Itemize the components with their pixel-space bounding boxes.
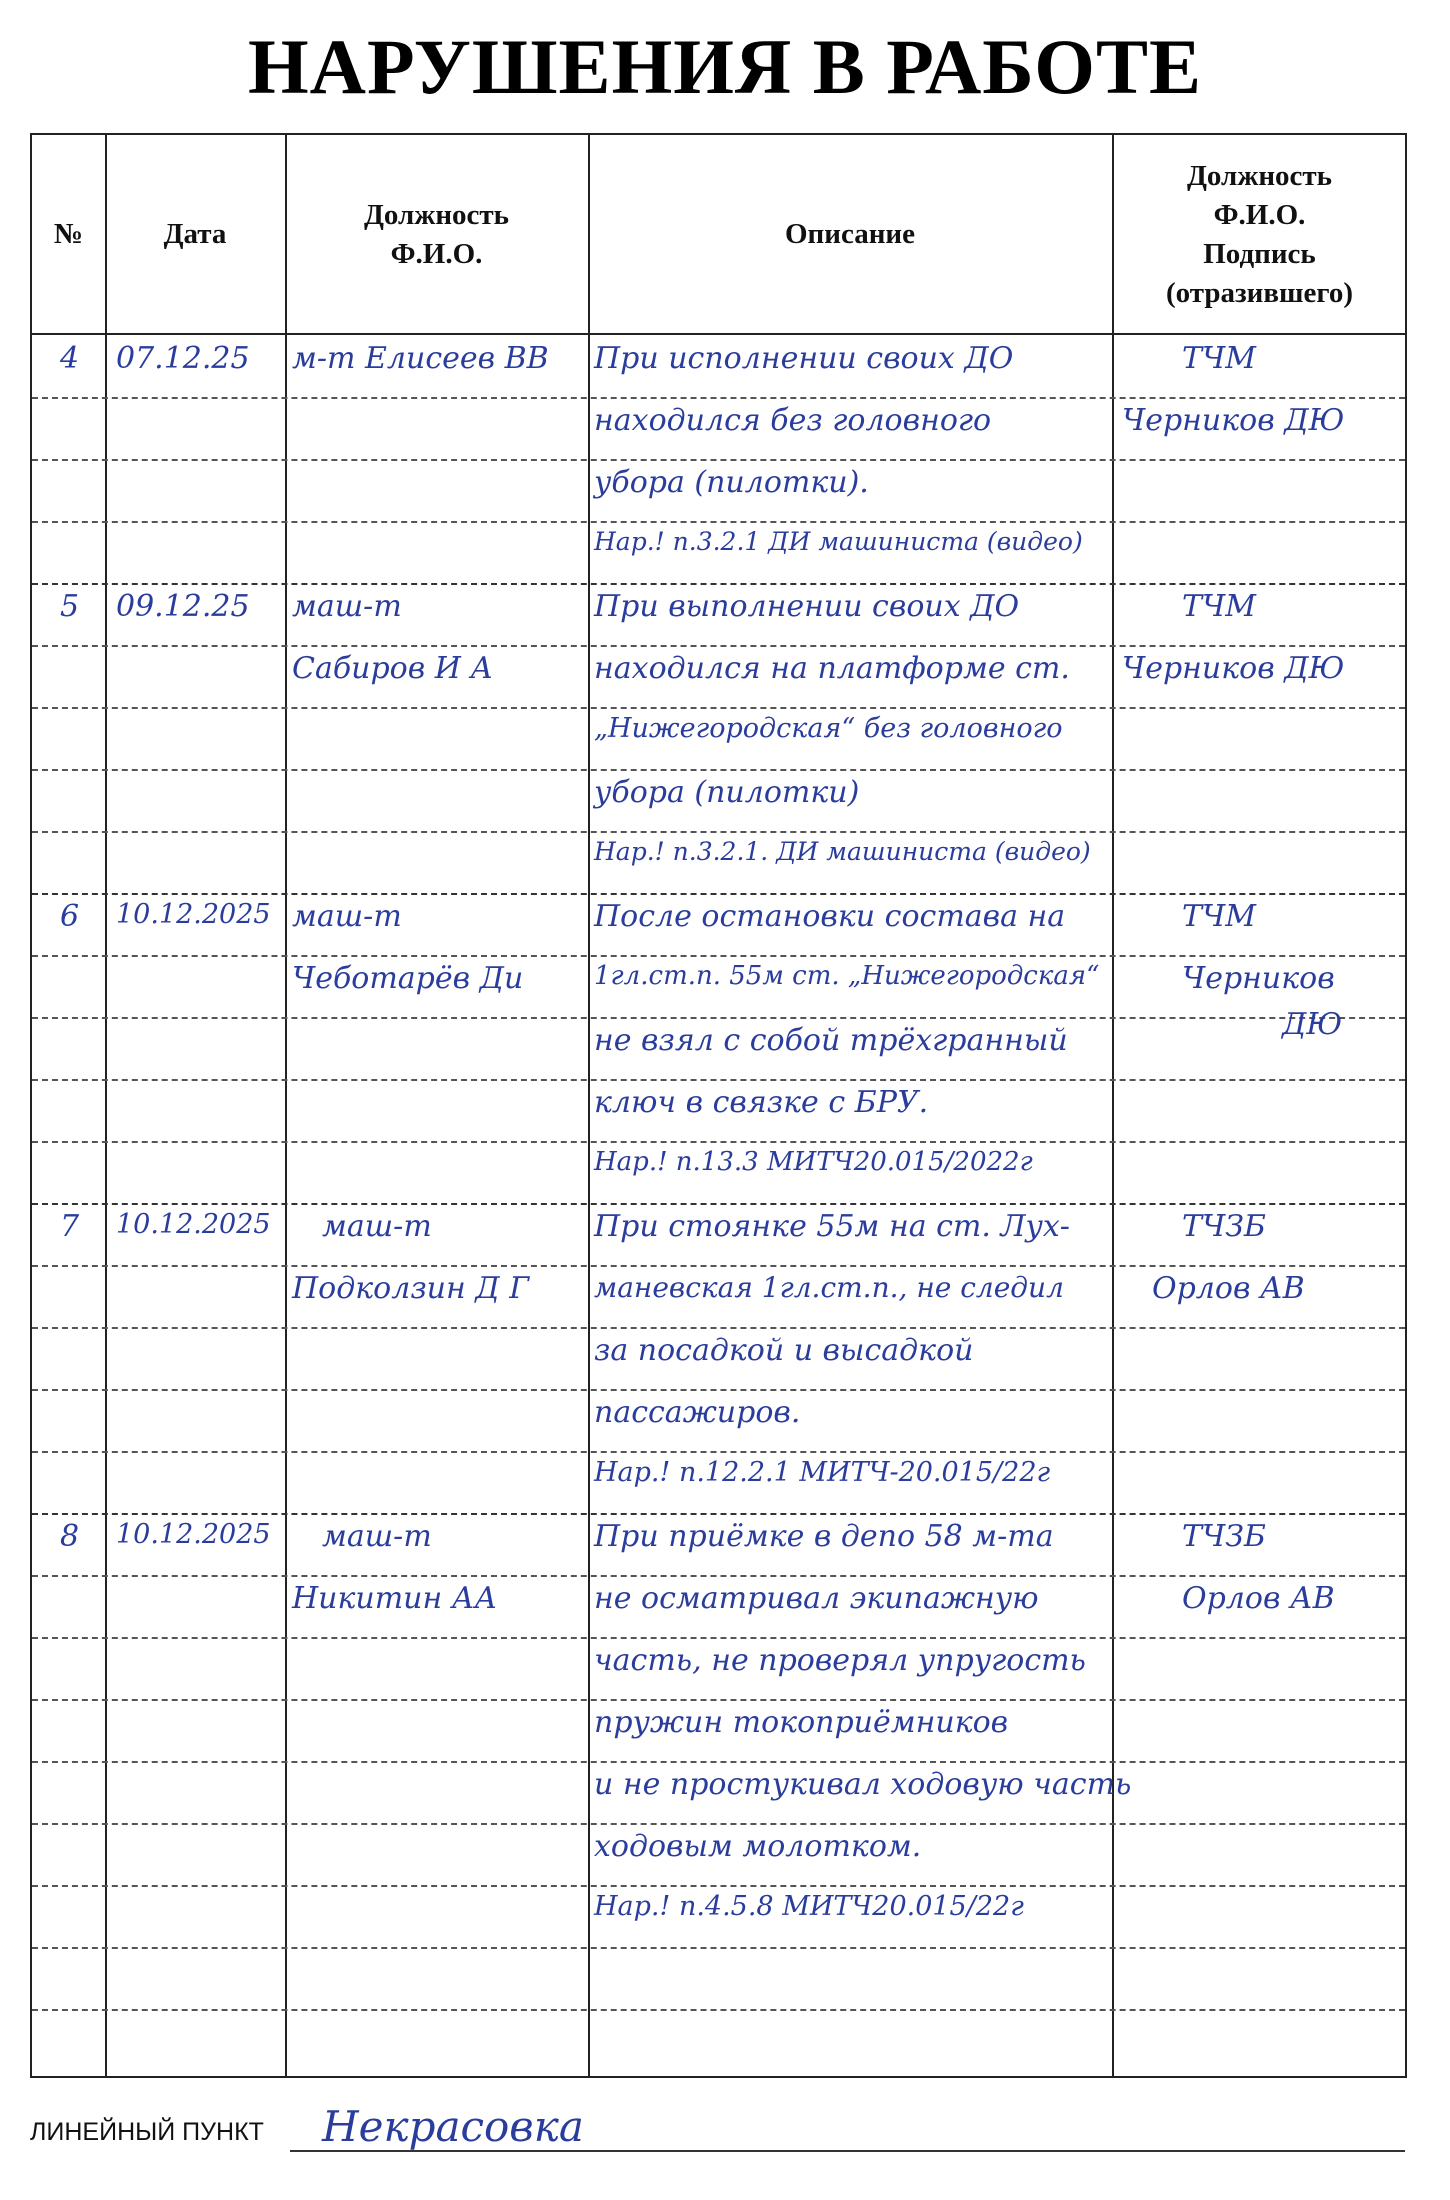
entry-description: за посадкой и высадкой: [594, 1333, 974, 1368]
entry-description: и не простукивал ходовую часть: [594, 1767, 1132, 1802]
entry-description: Нар.! п.4.5.8 МИТЧ20.015/22г: [594, 1891, 1024, 1922]
ruled-line: [32, 1265, 1405, 1267]
entry-description: Нар.! п.13.3 МИТЧ20.015/2022г: [594, 1147, 1033, 1177]
entry-recorder: ТЧМ: [1182, 341, 1256, 376]
ruled-line: [32, 1885, 1405, 1887]
violations-table: [30, 133, 1407, 2078]
entry-person: маш-т: [292, 589, 402, 624]
ruled-line: [32, 1761, 1405, 1763]
ruled-line: [32, 707, 1405, 709]
header-recorder: Должность Ф.И.О. Подпись (отразившего): [1166, 159, 1353, 310]
entry-date: 07.12.25: [116, 341, 250, 376]
header-num: №: [53, 218, 84, 251]
entry-recorder: Орлов АВ: [1152, 1271, 1305, 1306]
entry-description: находился на платформе ст.: [594, 651, 1070, 686]
ruled-line: [32, 1327, 1405, 1329]
entry-description: убора (пилотки): [594, 775, 860, 810]
entry-num: 6: [60, 899, 80, 934]
ruled-line: [32, 397, 1405, 399]
entry-description: При исполнении своих ДО: [594, 341, 1014, 376]
entry-recorder: Орлов АВ: [1182, 1581, 1335, 1616]
column-divider: [105, 135, 107, 2076]
entry-description: После остановки состава на: [594, 899, 1066, 934]
entry-recorder: ТЧЗБ: [1182, 1519, 1266, 1554]
entry-description: ключ в связке с БРУ.: [594, 1085, 929, 1120]
entry-person: маш-т: [292, 899, 402, 934]
entry-date: 10.12.2025: [116, 899, 271, 930]
entry-recorder: Черников: [1182, 961, 1335, 996]
ruled-line: [32, 893, 1405, 895]
entry-date: 09.12.25: [116, 589, 250, 624]
ruled-line: [32, 1141, 1405, 1143]
entry-recorder: Черников ДЮ: [1122, 651, 1345, 686]
entry-description: При стоянке 55м на ст. Лух-: [594, 1209, 1070, 1244]
ruled-line: [32, 831, 1405, 833]
entry-description: находился без головного: [594, 403, 992, 438]
ruled-line: [32, 459, 1405, 461]
header-description: Описание: [785, 218, 915, 251]
ruled-line: [32, 955, 1405, 957]
entry-description: убора (пилотки).: [594, 465, 869, 500]
entry-description: пассажиров.: [594, 1395, 801, 1430]
entry-person: Подколзин Д Г: [292, 1271, 530, 1306]
entry-description: При выполнении своих ДО: [594, 589, 1020, 624]
entry-num: 4: [60, 341, 80, 376]
entry-description: Нар.! п.3.2.1. ДИ машиниста (видео): [594, 837, 1091, 866]
ruled-line: [32, 583, 1405, 585]
entry-description: маневская 1гл.ст.п., не следил: [594, 1271, 1064, 1304]
ruled-line: [32, 1079, 1405, 1081]
entry-description: „Нижегородская“ без головного: [594, 713, 1063, 744]
entry-recorder: ТЧМ: [1182, 589, 1256, 624]
entry-recorder: ТЧМ: [1182, 899, 1256, 934]
entry-person: м-т Елисеев ВВ: [292, 341, 549, 376]
page-title: НАРУШЕНИЯ В РАБОТЕ: [247, 23, 1203, 110]
entry-recorder: Черников ДЮ: [1122, 403, 1345, 438]
entry-person: Чеботарёв Ди: [292, 961, 524, 996]
entry-date: 10.12.2025: [116, 1519, 271, 1550]
entry-description: Нар.! п.12.2.1 МИТЧ-20.015/22г: [594, 1457, 1051, 1488]
entry-num: 7: [60, 1209, 80, 1244]
entry-description: При приёмке в депо 58 м-та: [594, 1519, 1054, 1554]
linear-point-value: Некрасовка: [322, 2102, 584, 2151]
ruled-line: [32, 769, 1405, 771]
ruled-line: [32, 1389, 1405, 1391]
ruled-line: [32, 1637, 1405, 1639]
entry-description: пружин токоприёмников: [594, 1705, 1009, 1740]
table-header: [32, 135, 1405, 335]
entry-person: Никитин АА: [292, 1581, 498, 1616]
entry-description: 1гл.ст.п. 55м ст. „Нижегородская“: [594, 961, 1100, 991]
entry-description: ходовым молотком.: [594, 1829, 922, 1864]
ruled-line: [32, 1699, 1405, 1701]
entry-description: Нар.! п.3.2.1 ДИ машиниста (видео): [594, 527, 1083, 556]
entry-description: часть, не проверял упругость: [594, 1643, 1086, 1678]
entry-description: не осматривал экипажную: [594, 1581, 1039, 1616]
entry-recorder: ТЧЗБ: [1182, 1209, 1266, 1244]
ruled-line: [32, 1203, 1405, 1205]
entry-num: 5: [60, 589, 80, 624]
ruled-line: [32, 1947, 1405, 1949]
entry-description: не взял с собой трёхгранный: [594, 1023, 1068, 1058]
entry-date: 10.12.2025: [116, 1209, 271, 1240]
ruled-line: [32, 521, 1405, 523]
entry-person: маш-т: [322, 1209, 432, 1244]
column-divider: [588, 135, 590, 2076]
ruled-line: [32, 1451, 1405, 1453]
entry-person: маш-т: [322, 1519, 432, 1554]
ruled-line: [32, 2009, 1405, 2011]
column-divider: [285, 135, 287, 2076]
ruled-line: [32, 1513, 1405, 1515]
ruled-line: [32, 1017, 1405, 1019]
ruled-line: [32, 1575, 1405, 1577]
entry-recorder: ДЮ: [1282, 1007, 1343, 1042]
linear-point-label: ЛИНЕЙНЫЙ ПУНКТ: [30, 2118, 264, 2146]
header-date: Дата: [163, 218, 227, 251]
ruled-line: [32, 645, 1405, 647]
header-position: Должность Ф.И.О.: [363, 198, 510, 270]
entry-person: Сабиров И А: [292, 651, 494, 686]
ruled-line: [32, 1823, 1405, 1825]
entry-num: 8: [60, 1519, 80, 1554]
